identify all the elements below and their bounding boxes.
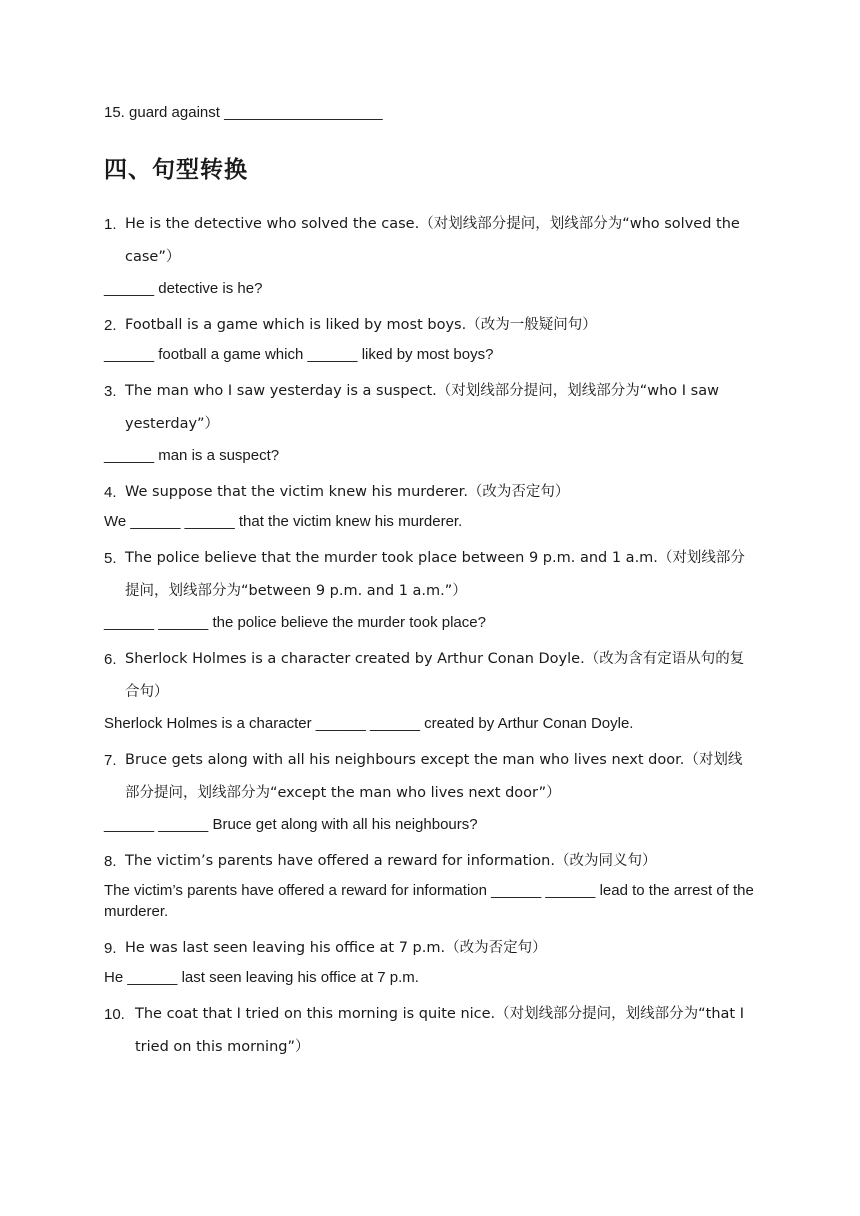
question-item	[104, 375, 754, 466]
question-item	[104, 309, 754, 365]
answer-line: Sherlock Holmes is a character ______ ______ created by Arthur Conan Doyle.	[104, 715, 634, 732]
question-number: 1.	[104, 216, 117, 233]
section-title: 四、句型转换	[104, 157, 248, 183]
question-number: 9.	[104, 940, 117, 957]
question-prompt: The police believe that the murder took place between 9 p.m. and 1 a.m.（对划线部分提问，划线部分为“between 9 p.m. and 1 a.m.”）	[125, 550, 745, 599]
answer-line: The victim’s parents have offered a reward for information ______ ______ lead to the arrest of the murderer.	[104, 882, 754, 920]
question-prompt: Football is a game which is liked by most boys.（改为一般疑问句）	[125, 317, 597, 333]
question-number: 5.	[104, 550, 117, 567]
question-number: 10.	[104, 1006, 125, 1023]
question-number: 7.	[104, 752, 117, 769]
question-number: 6.	[104, 651, 117, 668]
answer-line: ______ ______ Bruce get along with all his neighbours?	[104, 816, 478, 833]
question-item	[104, 998, 754, 1064]
question-prompt: The coat that I tried on this morning is quite nice.（对划线部分提问，划线部分为“that I tried on this morning”）	[135, 1006, 745, 1055]
question-item	[104, 476, 754, 532]
answer-line: He ______ last seen leaving his office at 7 p.m.	[104, 969, 419, 986]
answer-line: We ______ ______ that the victim knew his murderer.	[104, 513, 463, 530]
question-item	[104, 208, 754, 299]
question-item	[104, 542, 754, 633]
question-prompt: Bruce gets along with all his neighbours except the man who lives next door.（对划线部分提问，划线部分为“except the man who lives next door”）	[125, 752, 743, 801]
question-list	[104, 208, 754, 1074]
question-item	[104, 643, 754, 734]
question-prompt: He is the detective who solved the case.（对划线部分提问，划线部分为“who solved the case”）	[125, 216, 740, 265]
answer-line: ______ detective is he?	[104, 280, 263, 297]
answer-line: ______ ______ the police believe the murder took place?	[104, 614, 486, 631]
question-prompt: The man who I saw yesterday is a suspect.（对划线部分提问，划线部分为“who I saw yesterday”）	[125, 383, 719, 432]
question-prompt: He was last seen leaving his office at 7 p.m.（改为否定句）	[125, 940, 547, 956]
answer-line: ______ football a game which ______ liked by most boys?	[104, 346, 494, 363]
previous-exercise-item: 15. guard against ___________________	[104, 104, 383, 121]
answer-line: ______ man is a suspect?	[104, 447, 280, 464]
question-number: 8.	[104, 853, 117, 870]
question-prompt: Sherlock Holmes is a character created by Arthur Conan Doyle.（改为含有定语从句的复合句）	[125, 651, 745, 700]
question-item	[104, 845, 754, 922]
question-prompt: We suppose that the victim knew his murderer.（改为否定句）	[125, 484, 570, 500]
question-number: 3.	[104, 383, 117, 400]
question-item	[104, 932, 754, 988]
question-item	[104, 744, 754, 835]
question-number: 4.	[104, 484, 117, 501]
question-number: 2.	[104, 317, 117, 334]
question-prompt: The victim’s parents have offered a reward for information.（改为同义句）	[125, 853, 657, 869]
